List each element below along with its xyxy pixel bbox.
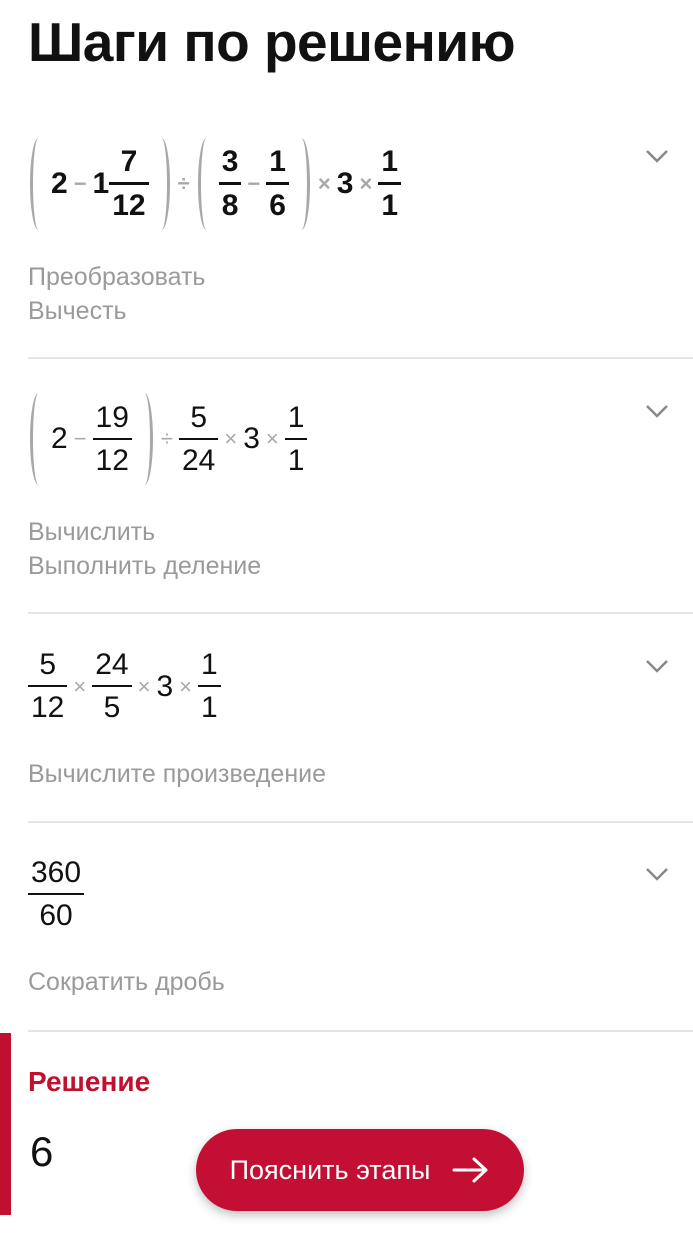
multiply-operator: × xyxy=(317,171,331,196)
divider xyxy=(28,357,693,359)
page-title: Шаги по решению xyxy=(28,11,516,73)
arrow-right-icon xyxy=(452,1156,490,1184)
fraction: $\frac{7}{12}$ xyxy=(109,147,148,221)
step-1-label-1: Преобразовать xyxy=(28,263,206,291)
multiply-operator: × xyxy=(359,171,373,196)
paren-close xyxy=(136,393,153,485)
step-2-label-2: Выполнить деление xyxy=(28,552,262,580)
number: 3 xyxy=(243,422,260,455)
multiply-operator: × xyxy=(137,673,151,699)
chevron-down-icon[interactable] xyxy=(643,401,671,421)
paren-open xyxy=(30,138,47,230)
chevron-down-icon[interactable] xyxy=(643,146,671,166)
step-4-expression xyxy=(28,858,84,931)
fraction: $\frac{1}{1}$ xyxy=(198,650,221,723)
fraction: $\frac{1}{6}$ xyxy=(266,147,289,221)
step-4-label-1: Сократить дробь xyxy=(28,968,225,996)
step-3-expression xyxy=(28,650,221,723)
step-1-label-2: Вычесть xyxy=(28,297,127,325)
explain-steps-label: Пояснить этапы xyxy=(229,1154,431,1185)
chevron-down-icon[interactable] xyxy=(643,656,671,676)
fraction: $\frac{19}{12}$ xyxy=(93,403,132,476)
step-2[interactable] xyxy=(28,393,693,583)
fraction: $\frac{360}{60}$ xyxy=(28,858,84,931)
solution-title: Решение xyxy=(28,1066,151,1097)
number: 2 xyxy=(51,422,68,455)
fraction: $\frac{3}{8}$ xyxy=(219,147,242,221)
fraction: $\frac{1}{1}$ xyxy=(285,403,308,476)
multiply-operator: × xyxy=(179,673,193,699)
divider xyxy=(28,1030,693,1032)
divide-operator: ÷ xyxy=(177,171,190,196)
paren-open xyxy=(198,138,215,230)
minus-operator: − xyxy=(73,171,87,196)
minus-operator: − xyxy=(247,171,261,196)
multiply-operator: × xyxy=(73,673,87,699)
mixed-whole: 1 xyxy=(92,167,110,200)
chevron-down-icon[interactable] xyxy=(643,864,671,884)
step-1[interactable] xyxy=(28,138,693,328)
number: 2 xyxy=(51,167,68,200)
step-4[interactable] xyxy=(28,858,693,998)
fraction: $\frac{5}{12}$ xyxy=(28,650,67,723)
paren-open xyxy=(30,393,47,485)
minus-operator: − xyxy=(73,426,87,451)
fraction: $\frac{24}{5}$ xyxy=(92,650,131,723)
step-1-expression xyxy=(28,138,401,230)
divider xyxy=(28,612,693,614)
divide-operator: ÷ xyxy=(160,426,173,451)
step-2-expression xyxy=(28,393,307,485)
solution-value: 6 xyxy=(30,1128,54,1175)
divider xyxy=(28,821,693,823)
fraction: $\frac{1}{1}$ xyxy=(378,147,401,221)
number: 3 xyxy=(156,669,174,703)
solution-accent-bar xyxy=(0,1033,11,1215)
number: 3 xyxy=(336,167,354,200)
paren-close xyxy=(153,138,170,230)
step-2-label-1: Вычислить xyxy=(28,518,156,546)
fraction: $\frac{5}{24}$ xyxy=(179,403,218,476)
multiply-operator: × xyxy=(224,426,238,451)
step-3[interactable] xyxy=(28,650,693,790)
paren-close xyxy=(293,138,310,230)
step-3-label-1: Вычислите произведение xyxy=(28,760,326,788)
multiply-operator: × xyxy=(265,426,279,451)
explain-steps-button[interactable] xyxy=(196,1129,524,1211)
